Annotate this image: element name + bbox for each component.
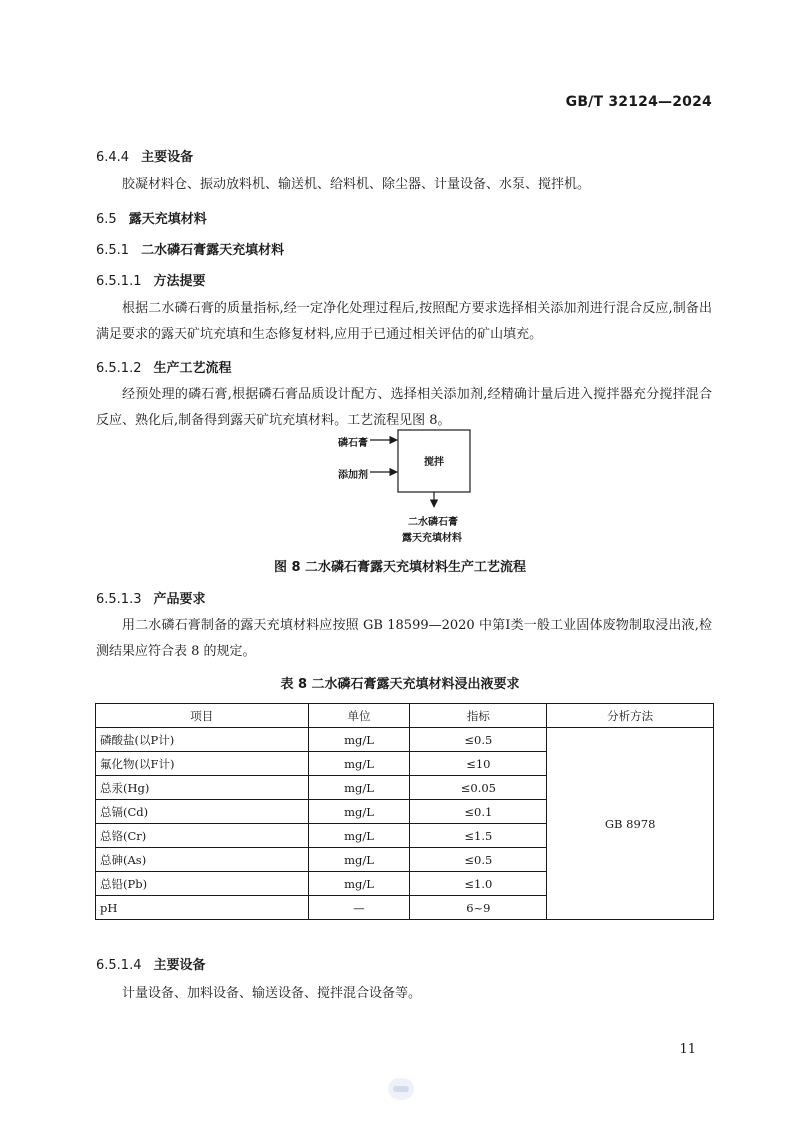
section-title: 主要设备 xyxy=(153,958,206,973)
cell-unit: mg/L xyxy=(308,776,410,800)
flow-input-additive: 添加剂 xyxy=(338,470,368,481)
cell-limit: ≤0.5 xyxy=(410,848,547,872)
cell-item: pH xyxy=(96,896,309,920)
cell-limit: ≤0.5 xyxy=(410,728,547,752)
cell-unit: — xyxy=(308,896,410,920)
section-title: 产品要求 xyxy=(153,592,206,607)
section-title: 方法提要 xyxy=(153,274,206,289)
section-title: 露天充填材料 xyxy=(128,212,207,227)
process-flow-diagram xyxy=(330,425,500,545)
section-heading-6-5-1-2 xyxy=(96,357,232,376)
standard-code: GB/T 32124—2024 xyxy=(565,94,712,110)
paragraph-6-5-1-2: 经预处理的磷石膏,根据磷石膏品质设计配方、选择相关添加剂,经精确计量后进入搅拌器充分搅拌混合反应、熟化后,制备得到露天矿坑充填材料。工艺流程见图 8。 xyxy=(96,387,712,428)
section-number: 6.5 xyxy=(96,212,117,227)
cell-unit: mg/L xyxy=(308,728,410,752)
paragraph-6-5-1-3: 用二水磷石膏制备的露天充填材料应按照 GB 18599—2020 中第Ⅰ类一般工业固体废物制取浸出液,检测结果应符合表 8 的规定。 xyxy=(96,618,712,659)
flow-output-line1: 二水磷石膏 xyxy=(408,517,458,528)
cell-item: 总镉(Cd) xyxy=(96,800,309,824)
section-title: 二水磷石膏露天充填材料 xyxy=(141,243,285,258)
section-title: 生产工艺流程 xyxy=(153,361,232,376)
leachate-requirements-table xyxy=(95,703,714,920)
table-header-row xyxy=(96,704,714,728)
flow-input-phosphogypsum: 磷石膏 xyxy=(338,438,368,449)
section-number: 6.5.1 xyxy=(96,243,130,258)
cell-limit: ≤0.1 xyxy=(410,800,547,824)
section-heading-6-5-1 xyxy=(96,239,284,258)
section-heading-6-5 xyxy=(96,208,207,227)
cell-item: 总砷(As) xyxy=(96,848,309,872)
cell-item: 磷酸盐(以P计) xyxy=(96,728,309,752)
cell-item: 总汞(Hg) xyxy=(96,776,309,800)
cell-unit: mg/L xyxy=(308,752,410,776)
table-caption: 表 8 二水磷石膏露天充填材料浸出液要求 xyxy=(280,677,520,692)
cell-limit: ≤10 xyxy=(410,752,547,776)
section-number: 6.5.1.4 xyxy=(96,958,142,973)
table-row xyxy=(96,728,714,752)
cell-unit: mg/L xyxy=(308,848,410,872)
section-number: 6.5.1.1 xyxy=(96,274,142,289)
section-title: 主要设备 xyxy=(141,150,194,165)
watermark-logo-icon xyxy=(388,1078,414,1100)
cell-limit: 6~9 xyxy=(410,896,547,920)
cell-unit: mg/L xyxy=(308,800,410,824)
cell-item: 总铅(Pb) xyxy=(96,872,309,896)
section-number: 6.5.1.3 xyxy=(96,592,142,607)
section-number: 6.5.1.2 xyxy=(96,361,142,376)
page-number: 11 xyxy=(679,1042,696,1057)
header-limit: 指标 xyxy=(410,704,547,728)
section-heading-6-5-1-4 xyxy=(96,954,206,973)
cell-item: 总铬(Cr) xyxy=(96,824,309,848)
section-heading-6-4-4 xyxy=(96,146,193,165)
paragraph-6-5-1-4: 计量设备、加料设备、输送设备、搅拌混合设备等。 xyxy=(122,986,422,1001)
cell-method: GB 8978 xyxy=(547,728,714,920)
header-method: 分析方法 xyxy=(547,704,714,728)
flow-output-line2: 露天充填材料 xyxy=(402,533,462,544)
section-heading-6-5-1-3 xyxy=(96,588,206,607)
paragraph-6-4-4: 胶凝材料仓、振动放料机、输送机、给料机、除尘器、计量设备、水泵、搅拌机。 xyxy=(122,177,591,192)
section-heading-6-5-1-1 xyxy=(96,270,206,289)
cell-limit: ≤1.5 xyxy=(410,824,547,848)
cell-unit: mg/L xyxy=(308,872,410,896)
paragraph-6-5-1-1: 根据二水磷石膏的质量指标,经一定净化处理过程后,按照配方要求选择相关添加剂进行混合反应,制备出满足要求的露天矿坑充填和生态修复材料,应用于已通过相关评估的矿山填充。 xyxy=(96,301,712,342)
cell-item: 氟化物(以F计) xyxy=(96,752,309,776)
flow-process-mixing: 搅拌 xyxy=(424,457,444,468)
section-number: 6.4.4 xyxy=(96,150,130,165)
header-unit: 单位 xyxy=(308,704,410,728)
cell-unit: mg/L xyxy=(308,824,410,848)
cell-limit: ≤1.0 xyxy=(410,872,547,896)
figure-caption: 图 8 二水磷石膏露天充填材料生产工艺流程 xyxy=(273,560,527,575)
header-item: 项目 xyxy=(96,704,309,728)
cell-limit: ≤0.05 xyxy=(410,776,547,800)
